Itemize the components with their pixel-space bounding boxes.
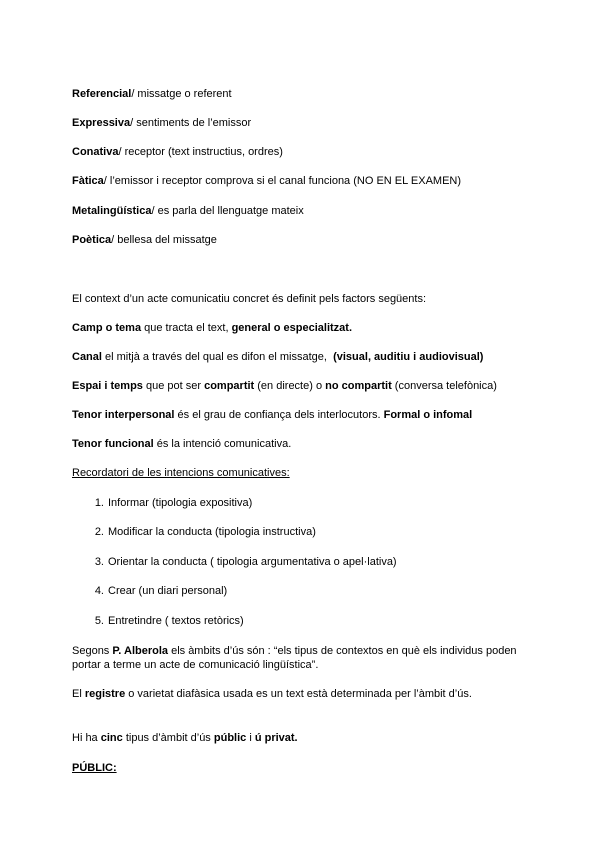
list-number: 2.: [94, 526, 104, 538]
factor-text: és la intenció comunicativa.: [153, 438, 292, 450]
list-item: Modificar la conducta (tipologia instructiva): [108, 526, 316, 538]
context-intro: El context d’un acte comunicatiu concret és definit pels factors següents:: [72, 293, 427, 305]
section-heading: PÚBLIC:: [72, 762, 117, 774]
paragraph-text: tipus d’àmbit d’ús: [122, 732, 214, 744]
paragraph-text: i: [246, 732, 255, 744]
paragraph-text: els àmbits d’ús són : “els tipus de contextos en què els individus poden portar a terme un acte de comunicació lingüística”.: [72, 645, 517, 671]
factor-canal: [72, 351, 483, 364]
factor-term: Canal: [72, 351, 102, 363]
public-heading: [72, 762, 117, 775]
paragraph-bold: registre: [84, 688, 126, 700]
paragraph-text: El: [72, 688, 85, 700]
function-term: Conativa: [72, 146, 119, 158]
list-item: Orientar la conducta ( tipologia argumentativa o apel·lativa): [108, 556, 397, 568]
function-term: Expressiva: [72, 117, 131, 129]
list-number: 1.: [94, 497, 104, 509]
function-desc: / sentiments de l’emissor: [130, 117, 252, 129]
factor-term: Tenor interpersonal: [72, 409, 175, 421]
list-number: 4.: [94, 585, 104, 597]
factor-text: que tracta el text,: [141, 322, 232, 334]
list-item: Informar (tipologia expositiva): [108, 497, 253, 509]
paragraph-bold: ú privat.: [254, 732, 298, 744]
function-term: Referencial: [72, 88, 132, 100]
factor-term: Tenor funcional: [72, 438, 154, 450]
function-term: Metalingüística: [72, 205, 152, 217]
author-name: P. Alberola: [112, 645, 169, 657]
factor-text: és el grau de confiança dels interlocutors.: [174, 409, 384, 421]
function-desc: / bellesa del missatge: [111, 234, 217, 246]
factor-bold: compartit: [204, 380, 255, 392]
factor-text: (conversa telefònica): [391, 380, 497, 392]
factor-espai: [72, 380, 497, 393]
paragraph-bold: públic: [213, 732, 247, 744]
factor-tenor-interpersonal: [72, 409, 472, 422]
function-metalinguistica: [72, 205, 304, 218]
paragraph-text: o varietat diafàsica usada es un text està determinada per l’àmbit d’ús.: [125, 688, 472, 700]
alberola-paragraph: [72, 644, 532, 672]
ambits-paragraph: [72, 732, 298, 745]
factor-text: (en directe) o: [254, 380, 326, 392]
function-desc: / missatge o referent: [131, 88, 232, 100]
list-number: 5.: [94, 615, 104, 627]
function-referencial: [72, 88, 232, 101]
factor-text: el mitjà a través del qual es difon el missatge,: [101, 351, 334, 363]
function-expressiva: [72, 117, 251, 130]
function-desc: / es parla del llenguatge mateix: [151, 205, 304, 217]
factor-bold: general o especialitzat.: [231, 322, 353, 334]
paragraph-bold: cinc: [100, 732, 123, 744]
function-desc: / receptor (text instructius, ordres): [118, 146, 283, 158]
function-poetica: [72, 234, 217, 247]
function-conativa: [72, 146, 283, 159]
registre-paragraph: [72, 688, 472, 701]
factor-tenor-funcional: [72, 438, 291, 451]
factor-bold: (visual, auditiu i audiovisual): [333, 351, 484, 363]
function-term: Fàtica: [72, 175, 104, 187]
function-desc: / l’emissor i receptor comprova si el canal funciona (NO EN EL EXAMEN): [103, 175, 462, 187]
factor-term: Camp o tema: [72, 322, 142, 334]
function-term: Poètica: [72, 234, 112, 246]
reminder-title: Recordatori de les intencions comunicatives:: [72, 467, 290, 479]
factor-bold: Formal o infomal: [383, 409, 473, 421]
paragraph-text: Segons: [72, 645, 113, 657]
list-number: 3.: [94, 556, 104, 568]
factor-bold: no compartit: [325, 380, 392, 392]
function-fatica: [72, 175, 461, 188]
factor-camp: [72, 322, 352, 335]
list-item: Entretindre ( textos retòrics): [108, 615, 244, 627]
list-item: Crear (un diari personal): [108, 585, 228, 597]
paragraph-text: Hi ha: [72, 732, 101, 744]
factor-term: Espai i temps: [72, 380, 143, 392]
factor-text: que pot ser: [142, 380, 205, 392]
